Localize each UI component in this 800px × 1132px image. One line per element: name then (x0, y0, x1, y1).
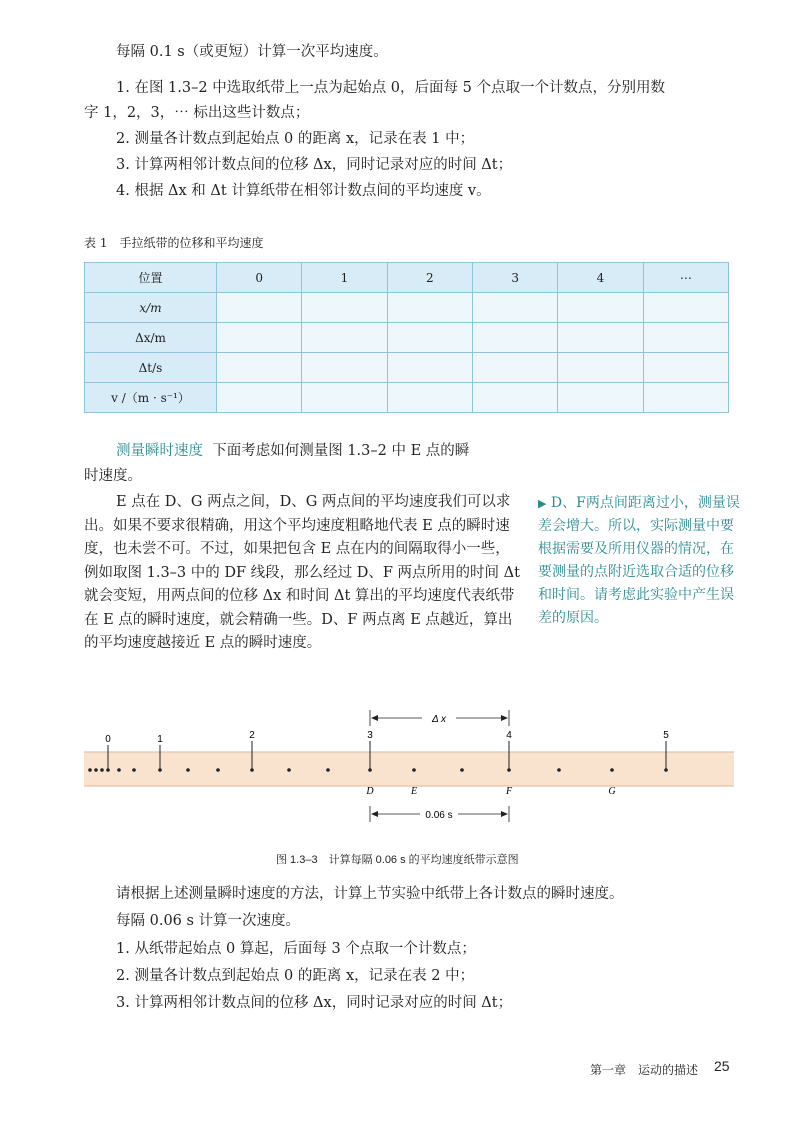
bottom-step-3: 3. 计算两相邻计数点间的位移 Δx，同时记录对应的时间 Δt； (116, 995, 513, 1011)
table-header-cell: 2 (387, 263, 472, 293)
table-row (85, 353, 729, 383)
table-cell (643, 353, 728, 383)
table-cell (302, 353, 387, 383)
bottom-step-1: 1. 从纸带起始点 0 算起，后面每 3 个点取一个计数点； (116, 941, 476, 957)
tape-dot (132, 768, 136, 772)
tape-dot (326, 768, 330, 772)
tape-dot (412, 768, 416, 772)
tape-dot (94, 768, 98, 772)
row-label: v /（m · s⁻¹） (85, 383, 217, 413)
point-label-f: F (505, 786, 513, 797)
table-cell (558, 383, 643, 413)
table-header-cell: 1 (302, 263, 387, 293)
intro-line: 每隔 0.1 s（或更短）计算一次平均速度。 (116, 44, 388, 60)
step-3-line: 3. 计算两相邻计数点间的位移 Δx，同时记录对应的时间 Δt； (116, 157, 513, 173)
tape-dot (88, 768, 92, 772)
table-cell (558, 353, 643, 383)
tape-dot (460, 768, 464, 772)
tape-dot (186, 768, 190, 772)
section-title: 测量瞬时速度 (116, 443, 203, 459)
table-cell (387, 323, 472, 353)
table-header-row (85, 263, 729, 293)
table-cell (643, 293, 728, 323)
tape-dot (287, 768, 291, 772)
table-header-cell: 0 (217, 263, 302, 293)
table-cell (387, 293, 472, 323)
count-label-3: 3 (367, 730, 373, 741)
side-note-text: D、F两点间距离过小，测量误差会增大。所以，实际测量中要根据需要及所用仪器的情况，在要测量的点附近选取合适的位移和时间。请考虑此实验中产生误差的原因。 (538, 495, 740, 626)
section-body: E 点在 D、G 两点之间，D、G 两点间的平均速度我们可以求出。如果不要求很精确，用这个平均速度粗略地代表 E 点的瞬时速度，也未尝不可。不过，如果把包含 E 点在内的间隔取得小一些，例如取图 1.3–3 中的 DF 线段，那么经过 D、F 两点所用的时间 Δt 就会变短，用两点间的位移 Δx 和时间 Δt 算出的平均速度代表纸带在 E 点的瞬时速度，就会精确一些。D、F 两点离 E 点越近，算出的平均速度越接近 E 点的瞬时速度。 (84, 494, 520, 651)
table-cell (217, 383, 302, 413)
tape-dot (216, 768, 220, 772)
tape-dot (557, 768, 561, 772)
table-cell (558, 293, 643, 323)
note-marker-icon: ▶ (538, 497, 547, 510)
section-intro-cont: 时速度。 (84, 468, 142, 484)
table-cell (302, 323, 387, 353)
table-header-cell: 4 (558, 263, 643, 293)
count-label-5: 5 (663, 730, 669, 741)
paper-tape (84, 752, 734, 786)
tape-dot (117, 768, 121, 772)
table-cell (217, 323, 302, 353)
table-cell (217, 293, 302, 323)
dx-arrowhead-left (371, 715, 378, 721)
table-header-cell: 位置 (85, 263, 217, 293)
side-note (538, 492, 743, 630)
table-row (85, 383, 729, 413)
row-label: Δt/s (85, 353, 217, 383)
table-row (85, 293, 729, 323)
count-label-4: 4 (506, 730, 512, 741)
table-cell (217, 353, 302, 383)
table-cell (472, 383, 557, 413)
table-cell (387, 353, 472, 383)
data-table (84, 262, 729, 413)
dx-arrowhead-right (501, 715, 508, 721)
dt-label: 0.06 s (425, 810, 453, 821)
figure-caption: 图 1.3–3 计算每隔 0.06 s 的平均速度纸带示意图 (276, 854, 519, 866)
table-cell (643, 383, 728, 413)
count-label-2: 2 (249, 730, 255, 741)
step-1-line-a: 1. 在图 1.3–2 中选取纸带上一点为起始点 0，后面每 5 个点取一个计数点，分别用数 (116, 80, 665, 96)
tape-dot (100, 768, 104, 772)
count-label-1: 1 (157, 734, 163, 745)
step-1-line-b: 字 1，2，3，⋯ 标出这些计数点； (84, 105, 310, 121)
table-cell (302, 383, 387, 413)
point-label-g: G (608, 786, 616, 797)
row-label: x/m (85, 293, 217, 323)
tape-dot (610, 768, 614, 772)
table-header-cell: ⋯ (643, 263, 728, 293)
table-cell (302, 293, 387, 323)
dt-arrowhead-left (371, 811, 378, 817)
bottom-line-2: 每隔 0.06 s 计算一次速度。 (116, 913, 301, 929)
point-label-e: E (410, 786, 418, 797)
table-caption: 表 1 手拉纸带的位移和平均速度 (84, 236, 264, 250)
point-label-d: D (366, 786, 374, 797)
page-number: 25 (714, 1058, 730, 1074)
step-4-line: 4. 根据 Δx 和 Δt 计算纸带在相邻计数点间的平均速度 v。 (116, 183, 491, 199)
tape-diagram (84, 702, 734, 842)
bottom-line-1: 请根据上述测量瞬时速度的方法，计算上节实验中纸带上各计数点的瞬时速度。 (116, 886, 624, 902)
row-label: Δx/m (85, 323, 217, 353)
table-cell (472, 323, 557, 353)
chapter-title: 第一章 运动的描述 (590, 1063, 699, 1077)
table-cell (558, 323, 643, 353)
table-row (85, 323, 729, 353)
table-cell (643, 323, 728, 353)
step-2-line: 2. 测量各计数点到起始点 0 的距离 x，记录在表 1 中； (116, 131, 475, 147)
section-intro (116, 441, 469, 461)
table-cell (387, 383, 472, 413)
table-cell (472, 293, 557, 323)
table-cell (472, 353, 557, 383)
table-header-cell: 3 (472, 263, 557, 293)
section-intro-text: 下面考虑如何测量图 1.3–2 中 E 点的瞬 (212, 443, 470, 459)
dx-label: Δ x (431, 714, 447, 725)
bottom-step-2: 2. 测量各计数点到起始点 0 的距离 x，记录在表 2 中； (116, 968, 475, 984)
dt-arrowhead-right (501, 811, 508, 817)
count-label-0: 0 (105, 734, 111, 745)
